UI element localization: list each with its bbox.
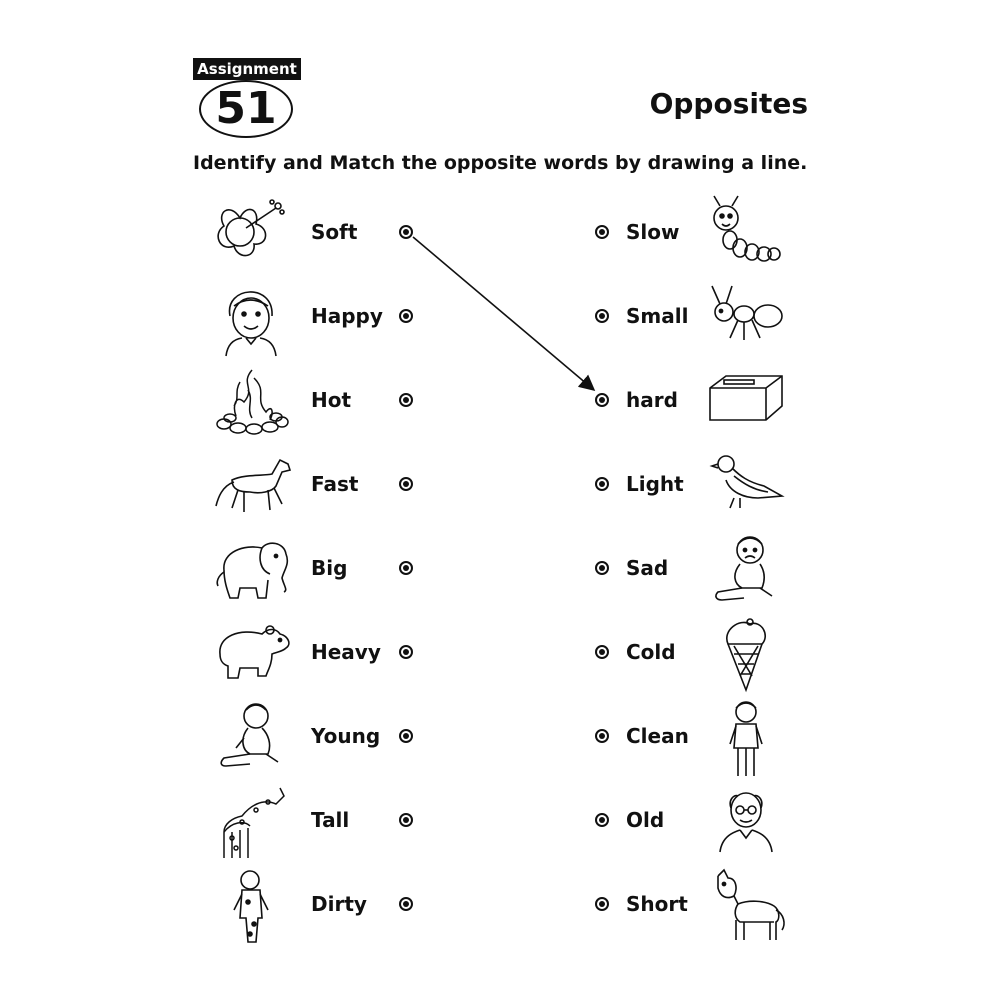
right-word-slow: Slow: [626, 220, 680, 244]
left-word-fast: Fast: [311, 472, 359, 496]
left-word-soft: Soft: [311, 220, 358, 244]
page-title: Opposites: [649, 87, 808, 120]
instruction-text: Identify and Match the opposite words by drawing a line.: [193, 152, 808, 174]
left-word-hot: Hot: [311, 388, 352, 412]
assignment-label: Assignment: [193, 58, 301, 80]
assignment-number: 51: [215, 83, 277, 134]
left-word-young: Young: [311, 724, 381, 748]
right-word-cold: Cold: [626, 640, 676, 664]
right-word-sad: Sad: [626, 556, 669, 580]
left-word-happy: Happy: [311, 304, 383, 328]
right-word-light: Light: [626, 472, 684, 496]
left-word-big: Big: [311, 556, 348, 580]
right-word-short: Short: [626, 892, 688, 916]
right-word-small: Small: [626, 304, 689, 328]
example-match-line: [413, 237, 594, 390]
right-word-clean: Clean: [626, 724, 689, 748]
left-word-tall: Tall: [311, 808, 350, 832]
right-word-hard: hard: [626, 388, 678, 412]
left-word-dirty: Dirty: [311, 892, 367, 916]
left-word-heavy: Heavy: [311, 640, 381, 664]
right-word-old: Old: [626, 808, 665, 832]
